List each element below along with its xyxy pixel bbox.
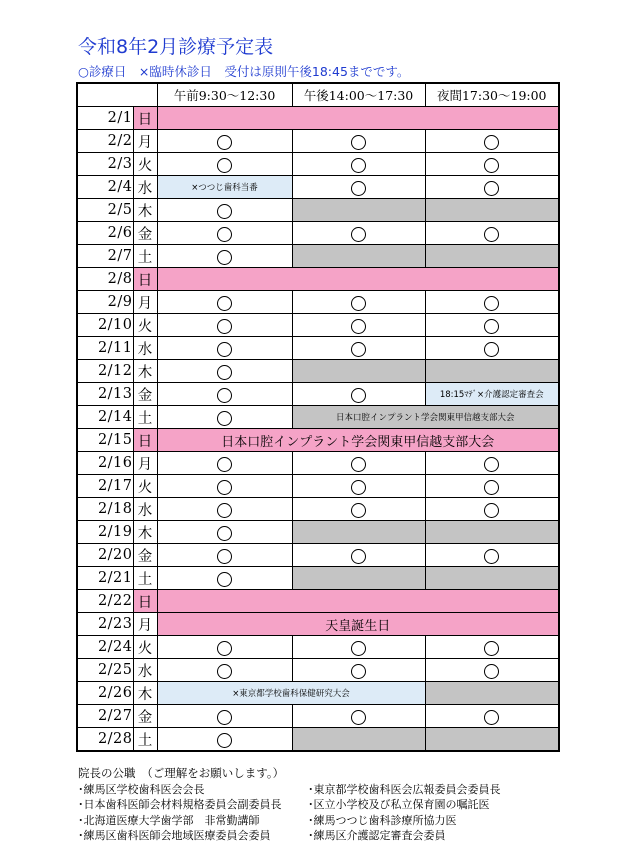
open-circle-icon [217, 664, 232, 679]
slot-open [425, 498, 559, 521]
row-weekday: 水 [133, 176, 157, 199]
row-weekday: 日 [133, 590, 157, 613]
slot-open [425, 130, 559, 153]
slot-open [157, 153, 292, 176]
schedule-row [77, 291, 559, 314]
open-circle-icon [484, 227, 499, 242]
schedule-row [77, 176, 559, 199]
open-circle-icon [484, 319, 499, 334]
row-date: 2/4 [77, 176, 133, 199]
slot-open [292, 130, 425, 153]
schedule-row [77, 268, 559, 291]
row-date: 2/12 [77, 360, 133, 383]
slot-closed [425, 728, 559, 752]
row-weekday: 木 [133, 199, 157, 222]
slot-open [425, 636, 559, 659]
slot-open [157, 406, 292, 429]
row-weekday: 水 [133, 659, 157, 682]
slot-open [425, 291, 559, 314]
schedule-row [77, 245, 559, 268]
slot-open [425, 314, 559, 337]
schedule-row [77, 521, 559, 544]
schedule-row [77, 337, 559, 360]
schedule-row [77, 613, 559, 636]
slot-open [425, 544, 559, 567]
slot-closed [292, 728, 425, 752]
open-circle-icon [217, 411, 232, 426]
row-date: 2/27 [77, 705, 133, 728]
open-circle-icon [351, 503, 366, 518]
schedule-row [77, 107, 559, 130]
slot-open [292, 222, 425, 245]
open-circle-icon [217, 572, 232, 587]
closed-day-banner: 日本口腔インプラント学会関東甲信越支部大会 [157, 429, 559, 452]
closed-day-banner: 天皇誕生日 [157, 613, 559, 636]
open-circle-icon [217, 457, 232, 472]
slot-open [292, 659, 425, 682]
row-date: 2/8 [77, 268, 133, 291]
slot-open [292, 705, 425, 728]
row-weekday: 月 [133, 130, 157, 153]
row-weekday: 土 [133, 245, 157, 268]
row-weekday: 木 [133, 521, 157, 544]
row-weekday: 火 [133, 475, 157, 498]
open-circle-icon [217, 503, 232, 518]
closed-day-banner [157, 268, 559, 291]
schedule-row [77, 636, 559, 659]
open-circle-icon [351, 342, 366, 357]
row-date: 2/17 [77, 475, 133, 498]
open-circle-icon [217, 641, 232, 656]
slot-note: 18:15ﾏﾃﾞ×介護認定審査会 [425, 383, 559, 406]
row-date: 2/16 [77, 452, 133, 475]
slot-open [292, 314, 425, 337]
open-circle-icon [351, 641, 366, 656]
footer-item: ･日本歯科医師会材料規格委員会副委員長 [78, 798, 282, 811]
schedule-row [77, 544, 559, 567]
row-weekday: 日 [133, 268, 157, 291]
row-weekday: 火 [133, 636, 157, 659]
open-circle-icon [217, 480, 232, 495]
schedule-row [77, 705, 559, 728]
row-date: 2/28 [77, 728, 133, 752]
row-date: 2/9 [77, 291, 133, 314]
row-date: 2/2 [77, 130, 133, 153]
slot-open [292, 383, 425, 406]
open-circle-icon [217, 733, 232, 748]
header-row [77, 83, 559, 107]
header-evening: 夜間17:30～19:00 [425, 83, 559, 107]
row-weekday: 金 [133, 222, 157, 245]
open-circle-icon [217, 135, 232, 150]
open-circle-icon [351, 296, 366, 311]
open-circle-icon [484, 158, 499, 173]
open-circle-icon [484, 664, 499, 679]
row-weekday: 土 [133, 406, 157, 429]
row-date: 2/6 [77, 222, 133, 245]
slot-open [157, 245, 292, 268]
row-weekday: 月 [133, 613, 157, 636]
open-circle-icon [351, 227, 366, 242]
slot-closed [425, 682, 559, 705]
slot-open [292, 544, 425, 567]
slot-open [157, 659, 292, 682]
schedule-body [77, 107, 559, 752]
footer-item: ･区立小学校及び私立保育園の嘱託医 [308, 798, 490, 811]
slot-open [157, 452, 292, 475]
row-date: 2/25 [77, 659, 133, 682]
slot-open [292, 452, 425, 475]
slot-open [157, 222, 292, 245]
header-afternoon: 午後14:00～17:30 [292, 83, 425, 107]
schedule-row [77, 222, 559, 245]
row-weekday: 火 [133, 153, 157, 176]
row-date: 2/21 [77, 567, 133, 590]
closed-day-banner [157, 107, 559, 130]
open-circle-icon [351, 457, 366, 472]
slot-closed [425, 521, 559, 544]
slot-closed [292, 521, 425, 544]
open-circle-icon [484, 457, 499, 472]
open-circle-icon [351, 181, 366, 196]
row-date: 2/19 [77, 521, 133, 544]
row-weekday: 水 [133, 498, 157, 521]
row-date: 2/3 [77, 153, 133, 176]
schedule-row [77, 406, 559, 429]
schedule-row [77, 475, 559, 498]
row-weekday: 土 [133, 728, 157, 752]
slot-closed [292, 199, 425, 222]
footer-heading: 院長の公職 （ご理解をお願いします。） [78, 766, 285, 780]
open-circle-icon [351, 710, 366, 725]
row-date: 2/22 [77, 590, 133, 613]
open-circle-icon [484, 135, 499, 150]
row-weekday: 木 [133, 682, 157, 705]
row-date: 2/26 [77, 682, 133, 705]
closed-day-banner [157, 590, 559, 613]
slot-open [425, 659, 559, 682]
slot-open [157, 291, 292, 314]
slot-open [425, 705, 559, 728]
slot-open [157, 544, 292, 567]
footer-item: ･練馬区介護認定審査会委員 [308, 829, 446, 842]
slot-note: ×つつじ歯科当番 [157, 176, 292, 199]
footer-list [78, 782, 558, 844]
slot-open [425, 176, 559, 199]
open-circle-icon [484, 480, 499, 495]
open-circle-icon [484, 710, 499, 725]
slot-open [157, 337, 292, 360]
row-date: 2/11 [77, 337, 133, 360]
schedule-table [76, 82, 560, 752]
row-date: 2/23 [77, 613, 133, 636]
slot-open [292, 291, 425, 314]
slot-open [292, 475, 425, 498]
row-weekday: 日 [133, 429, 157, 452]
open-circle-icon [351, 480, 366, 495]
open-circle-icon [217, 526, 232, 541]
slot-open [292, 498, 425, 521]
open-circle-icon [217, 296, 232, 311]
schedule-row [77, 314, 559, 337]
open-circle-icon [217, 342, 232, 357]
footer-item: ･北海道医療大学歯学部 非常勤講師 [78, 813, 260, 827]
row-weekday: 火 [133, 314, 157, 337]
open-circle-icon [217, 710, 232, 725]
open-circle-icon [217, 365, 232, 380]
row-date: 2/18 [77, 498, 133, 521]
open-circle-icon [484, 503, 499, 518]
open-circle-icon [351, 319, 366, 334]
slot-open [157, 636, 292, 659]
row-date: 2/1 [77, 107, 133, 130]
slot-open [425, 475, 559, 498]
slot-open [157, 360, 292, 383]
slot-event-note: ×東京都学校歯科保健研究大会 [157, 682, 425, 705]
footer-item: ･練馬区学校歯科医会会長 [78, 782, 205, 796]
schedule-row [77, 452, 559, 475]
row-weekday: 金 [133, 705, 157, 728]
open-circle-icon [351, 135, 366, 150]
header-blank [77, 83, 157, 107]
slot-closed [292, 245, 425, 268]
row-weekday: 月 [133, 291, 157, 314]
slot-closed [425, 199, 559, 222]
schedule-row [77, 728, 559, 752]
schedule-row [77, 383, 559, 406]
footer-duties [78, 766, 558, 844]
schedule-row [77, 682, 559, 705]
schedule-row [77, 659, 559, 682]
schedule-row [77, 130, 559, 153]
open-circle-icon [351, 158, 366, 173]
schedule-row [77, 498, 559, 521]
open-circle-icon [484, 296, 499, 311]
schedule-row [77, 567, 559, 590]
row-weekday: 月 [133, 452, 157, 475]
page-title: 令和8年2月診療予定表 [78, 36, 274, 58]
row-date: 2/13 [77, 383, 133, 406]
slot-open [157, 521, 292, 544]
footer-item: ･練馬区歯科医師会地域医療委員会委員 [78, 829, 271, 842]
row-weekday: 金 [133, 383, 157, 406]
row-date: 2/7 [77, 245, 133, 268]
slot-open [425, 337, 559, 360]
row-date: 2/20 [77, 544, 133, 567]
slot-open [157, 705, 292, 728]
slot-closed [425, 567, 559, 590]
legend-subtitle: ○診療日 ×臨時休診日 受付は原則午後18:45までです。 [78, 64, 410, 79]
open-circle-icon [217, 388, 232, 403]
schedule-row [77, 199, 559, 222]
slot-event-note: 日本口腔インプラント学会関東甲信越支部大会 [292, 406, 559, 429]
slot-open [292, 176, 425, 199]
slot-open [157, 383, 292, 406]
open-circle-icon [484, 181, 499, 196]
open-circle-icon [217, 250, 232, 265]
open-circle-icon [217, 158, 232, 173]
open-circle-icon [217, 227, 232, 242]
open-circle-icon [351, 388, 366, 403]
slot-closed [292, 360, 425, 383]
row-date: 2/14 [77, 406, 133, 429]
footer-item: ･東京都学校歯科医会広報委員会委員長 [308, 782, 501, 796]
row-weekday: 日 [133, 107, 157, 130]
slot-open [157, 567, 292, 590]
slot-open [292, 153, 425, 176]
slot-open [425, 222, 559, 245]
slot-open [157, 475, 292, 498]
open-circle-icon [484, 641, 499, 656]
schedule-row [77, 360, 559, 383]
open-circle-icon [217, 204, 232, 219]
slot-closed [425, 360, 559, 383]
row-weekday: 土 [133, 567, 157, 590]
row-weekday: 金 [133, 544, 157, 567]
open-circle-icon [217, 319, 232, 334]
row-date: 2/24 [77, 636, 133, 659]
slot-open [425, 153, 559, 176]
open-circle-icon [484, 549, 499, 564]
header-morning: 午前9:30～12:30 [157, 83, 292, 107]
row-date: 2/5 [77, 199, 133, 222]
slot-open [157, 498, 292, 521]
slot-open [157, 130, 292, 153]
open-circle-icon [217, 549, 232, 564]
slot-open [157, 728, 292, 752]
slot-open [157, 314, 292, 337]
open-circle-icon [351, 549, 366, 564]
schedule-row [77, 153, 559, 176]
row-date: 2/15 [77, 429, 133, 452]
slot-closed [292, 567, 425, 590]
slot-open [157, 199, 292, 222]
slot-closed [425, 245, 559, 268]
row-date: 2/10 [77, 314, 133, 337]
row-weekday: 水 [133, 337, 157, 360]
open-circle-icon [351, 664, 366, 679]
schedule-row [77, 429, 559, 452]
slot-open [292, 337, 425, 360]
open-circle-icon [484, 342, 499, 357]
slot-open [425, 452, 559, 475]
row-weekday: 木 [133, 360, 157, 383]
schedule-row [77, 590, 559, 613]
slot-open [292, 636, 425, 659]
footer-item: ･練馬つつじ歯科診療所協力医 [308, 813, 457, 827]
